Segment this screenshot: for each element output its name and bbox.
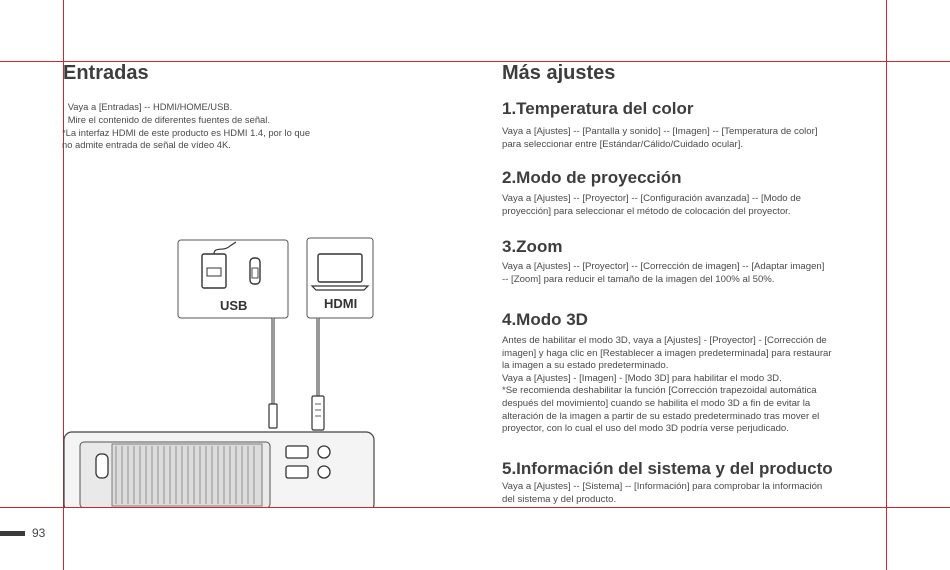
section-line: la imagen a su estado predeterminado. (502, 360, 669, 372)
section-heading-projection-mode: 2.Modo de proyección (502, 168, 682, 187)
guide-line-bottom (0, 507, 950, 508)
section-heading-system-info: 5.Información del sistema y del producto (502, 459, 833, 478)
section-line: alteración de la imagen a partir de su estado predeterminado tras mover el (502, 410, 820, 422)
section-heading-color-temperature: 1.Temperatura del color (502, 99, 694, 118)
usb-label: USB (220, 298, 248, 313)
left-line: *La interfaz HDMI de este producto es HDMI 1.4, por lo que (62, 126, 311, 138)
section-line: Vaya a [Ajustes] -- [Sistema] -- [Información] para comprobar la información (502, 481, 823, 492)
left-line: · Mire el contenido de diferentes fuentes de señal. (62, 113, 270, 125)
left-instructions (62, 101, 310, 152)
left-title: Entradas (63, 62, 149, 84)
section-body-system-info (502, 481, 822, 506)
section-line: *Se recomienda deshabilitar la función [Corrección trapezoidal automática (502, 385, 817, 397)
section-line: proyección] para seleccionar el método de colocación del proyector. (502, 205, 791, 217)
page-marker-bar (0, 531, 25, 536)
section-line: Vaya a [Ajustes] -- [Proyector] -- [Corrección de imagen] -- [Adaptar imagen] (502, 261, 825, 272)
section-body-projection-mode (502, 193, 801, 218)
section-body-3d-mode (502, 335, 832, 436)
hdmi-cable (312, 318, 324, 430)
connection-diagram (60, 232, 380, 507)
section-body-color-temperature (502, 126, 818, 151)
hdmi-label: HDMI (324, 296, 358, 311)
right-title: Más ajustes (502, 62, 616, 84)
section-line: Vaya a [Ajustes] -- [Proyector] -- [Configuración avanzada] -- [Modo de (502, 193, 801, 204)
section-heading-zoom: 3.Zoom (502, 237, 563, 256)
section-line: para seleccionar entre [Estándar/Cálido/Cuidado ocular]. (502, 138, 744, 150)
section-line: Antes de habilitar el modo 3D, vaya a [Ajustes] - [Proyector] - [Corrección de (502, 335, 827, 346)
guide-line-right (886, 0, 887, 570)
projector-icon (64, 432, 374, 507)
left-line: · Vaya a [Entradas] -- HDMI/HOME/USB. (62, 101, 233, 112)
section-line: del sistema y del producto. (502, 493, 617, 505)
section-line: -- [Zoom] para reducir el tamaño de la imagen del 100% al 50%. (502, 273, 775, 285)
section-line: Vaya a [Ajustes] -- [Pantalla y sonido] -- [Imagen] -- [Temperatura de color] (502, 126, 818, 137)
section-line: imagen] y haga clic en [Restablecer a imagen predeterminada] para restaurar (502, 347, 832, 359)
page-number: 93 (32, 526, 46, 540)
section-heading-3d-mode: 4.Modo 3D (502, 310, 588, 329)
section-body-zoom (502, 261, 824, 286)
left-line: no admite entrada de señal de vídeo 4K. (62, 139, 231, 151)
section-line: Vaya a [Ajustes] - [Imagen] - [Modo 3D] para habilitar el modo 3D. (502, 372, 782, 384)
usb-cable (269, 318, 277, 428)
section-line: después del movimiento] cuando se habilita el modo 3D a fin de evitar la (502, 397, 811, 409)
section-line: proyector, con lo cual el uso del modo 3D podría verse perjudicado. (502, 423, 789, 435)
